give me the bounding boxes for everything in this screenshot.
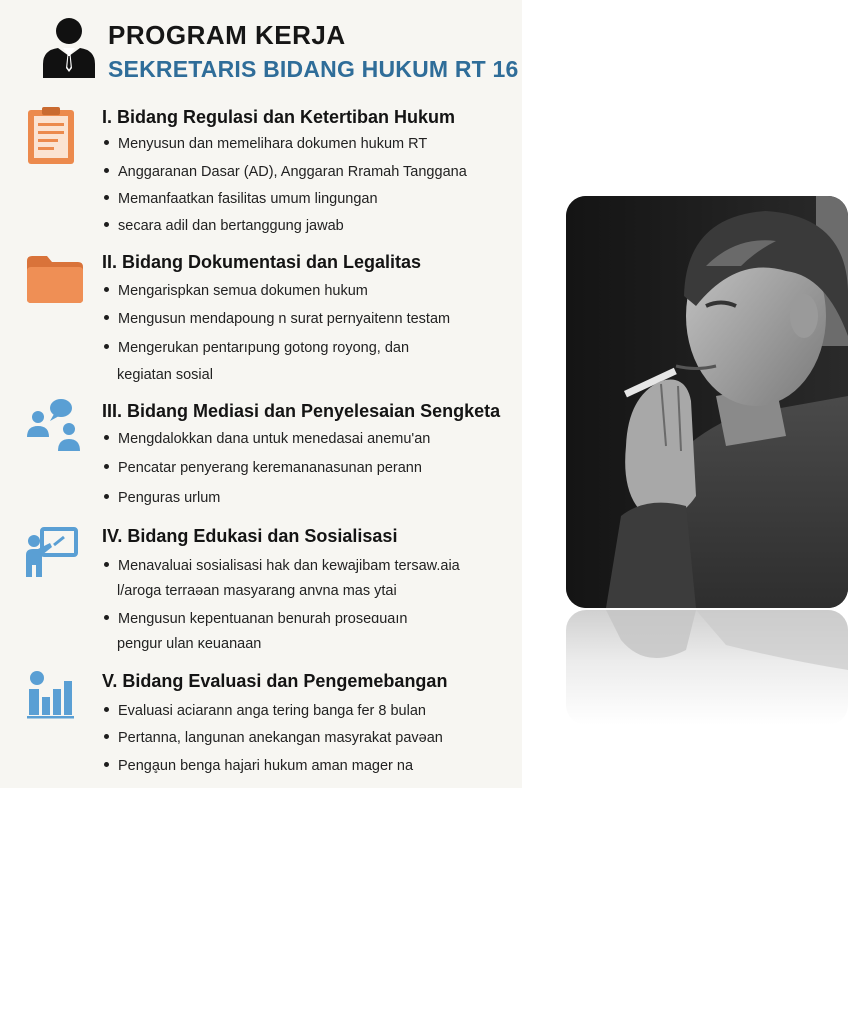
bullet — [104, 344, 109, 349]
bullet — [104, 140, 109, 145]
section-heading-mediasi: III. Bidang Mediasi dan Penyelesaian Sengketa — [102, 401, 501, 421]
program-panel — [0, 0, 522, 788]
bullet — [104, 168, 109, 173]
list-item-continuation: kegiatan sosial — [117, 367, 213, 383]
person-bar-chart-icon — [26, 669, 74, 719]
list-item: secara adil dan bertanggung jawab — [104, 218, 344, 234]
portrait-image — [566, 196, 848, 608]
section-heading-edukasi: IV. Bidang Edukasi dan Sosialisasi — [102, 526, 398, 546]
section-heading-evaluasi: V. Bidang Evaluasi dan Pengemebangan — [102, 671, 448, 691]
bullet — [104, 464, 109, 469]
folder-icon — [25, 253, 85, 305]
bullet — [104, 762, 109, 767]
bullet — [104, 494, 109, 499]
bullet — [104, 195, 109, 200]
bullet — [104, 562, 109, 567]
presenter-board-icon — [24, 527, 78, 579]
section-heading-dokumentasi: II. Bidang Dokumentasi dan Legalitas — [102, 252, 422, 272]
reflection-image — [566, 610, 848, 725]
bullet — [104, 615, 109, 620]
bullet — [104, 222, 109, 227]
list-item: Menavaluai sosialisasi hak dan kewajibam tersaw.aia — [104, 558, 460, 574]
portrait-reflection — [566, 610, 848, 725]
list-item-continuation: l/aroga terraəan masyarang anvna mas ytai — [117, 583, 397, 599]
list-item: Menyusun dan memelihara dokumen hukum RT — [104, 136, 427, 152]
clipboard-icon — [26, 106, 76, 166]
section-heading-regulasi: I. Bidang Regulasi dan Ketertiban Hukum — [102, 107, 456, 127]
list-item: Mengdalokkan dana untuk menedasai anemu'an — [104, 431, 430, 447]
list-item: Mengusun kepentuanan benurah proseɑuaın — [104, 611, 407, 627]
bullet — [104, 435, 109, 440]
list-item: Anggaranan Dasar (AD), Anggaran Rramah Tanggana — [104, 164, 467, 180]
list-item: Pertanna, langunan anekangan masyrakat pavəan — [104, 730, 443, 746]
list-item: Mengarispkan semua dokumen hukum — [104, 283, 368, 299]
list-item: Penguras urlum — [104, 490, 220, 506]
bullet — [104, 287, 109, 292]
list-item: Pengḁun benga hajari hukum aman mager na — [104, 758, 413, 774]
list-item: Memanfaatkan fasilitas umum lingungan — [104, 191, 378, 207]
list-item: Evaluasi aciarann anga tering banga fer 8 bulan — [104, 703, 426, 719]
list-item: Mengusun mendapoung n surat pernyaitenn testam — [104, 311, 450, 327]
bullet — [104, 315, 109, 320]
list-item: Mengerukan pentarıpung gotong royong, dan — [104, 340, 409, 356]
businessman-icon — [40, 16, 98, 78]
bullet — [104, 707, 109, 712]
list-item: Pencatar penyerang keremananasunan perann — [104, 460, 422, 476]
list-item-continuation: pengur ulan ĸeuanaan — [117, 636, 262, 652]
portrait-photo — [566, 196, 848, 608]
page-title: PROGRAM KERJA — [108, 20, 346, 50]
page-subtitle: SEKRETARIS BIDANG HUKUM RT 16 — [108, 56, 519, 82]
bullet — [104, 734, 109, 739]
people-chat-icon — [26, 397, 82, 453]
